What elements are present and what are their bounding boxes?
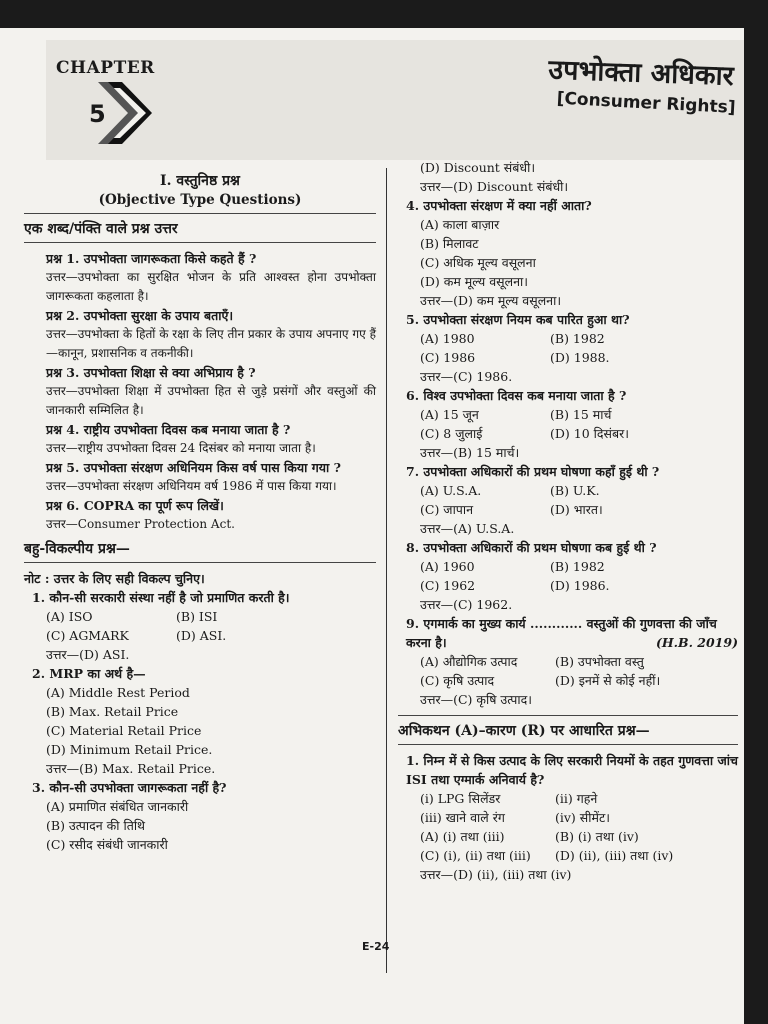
option: (B) Max. Retail Price: [46, 704, 179, 719]
option: (B) 15 मार्च: [550, 407, 612, 422]
question: प्रश्न 6. COPRA का पूर्ण रूप लिखें।: [46, 498, 224, 513]
option: (A) ISO: [46, 609, 93, 624]
mcq-answer: उत्तर—(A) U.S.A.: [420, 521, 515, 536]
option: (B) 1982: [550, 331, 605, 346]
mcq-options: [398, 405, 738, 443]
answer: उत्तर—उपभोक्ता संरक्षण अधिनियम वर्ष 1986 में पास किया गया।: [46, 479, 337, 493]
question: प्रश्न 3. उपभोक्ता शिक्षा से क्या अभिप्राय है ?: [46, 365, 256, 380]
mcq-options: [24, 607, 376, 645]
answer: उत्तर—उपभोक्ता शिक्षा में उपभोक्ता हित से जुड़े प्रसंगों और वस्तुओं की जानकारी सम्मिलित है।: [46, 384, 376, 417]
option: (C) जापान: [420, 502, 474, 517]
mcq-question: 8. उपभोक्ता अधिकारों की प्रथम घोषणा कब हुई थी ?: [406, 540, 657, 555]
mcq-answer: उत्तर—(D) ASI.: [46, 647, 130, 662]
question: प्रश्न 1. उपभोक्ता जागरूकता किसे कहते हैं ?: [46, 251, 257, 266]
option: (D) Minimum Retail Price.: [46, 742, 213, 757]
option: (C) (i), (ii) तथा (iii): [420, 848, 531, 863]
question: प्रश्न 4. राष्ट्रीय उपभोक्ता दिवस कब मनाया जाता है ?: [46, 422, 291, 437]
option: (C) 1986: [420, 350, 476, 365]
option: (D) कम मूल्य वसूलना।: [420, 274, 528, 289]
question: प्रश्न 2. उपभोक्ता सुरक्षा के उपाय बताएँ।: [46, 308, 234, 323]
option: (D) 1988.: [550, 350, 610, 365]
option: (A) (i) तथा (iii): [420, 829, 505, 844]
mcq-question: 3. कौन-सी उपभोक्ता जागरूकता नहीं है?: [32, 780, 227, 795]
answer: उत्तर—उपभोक्ता के हितों के रक्षा के लिए तीन प्रकार के उपाय अपनाए गए हैं—कानून, प्रशासनिक व तकनीकी।: [46, 327, 376, 360]
option: (A) 1980: [420, 331, 475, 346]
divider-line: [398, 715, 738, 716]
mcq-question: [398, 614, 738, 652]
option: (A) Middle Rest Period: [46, 685, 190, 700]
option: (C) अधिक मूल्य वसूलना: [420, 255, 536, 270]
option: (B) (i) तथा (iv): [555, 829, 639, 844]
mcq-options: [24, 797, 376, 854]
mcq-question: 7. उपभोक्ता अधिकारों की प्रथम घोषणा कहाँ हुई थी ?: [406, 464, 660, 479]
ar-items: [398, 789, 738, 827]
mcq-answer: उत्तर—(B) Max. Retail Price.: [46, 761, 216, 776]
option: (A) 15 जून: [420, 407, 479, 422]
right-column: [398, 158, 738, 884]
mcq-note: नोट : उत्तर के लिए सही विकल्प चुनिए।: [24, 571, 205, 586]
mcq-options: [398, 215, 738, 291]
item: (i) LPG सिलेंडर: [420, 791, 501, 806]
option: (D) 1986.: [550, 578, 610, 593]
chapter-number: 5: [89, 100, 106, 128]
option: (C) 8 जुलाई: [420, 426, 483, 441]
mcq-heading: बहु-विकल्पीय प्रश्न—: [24, 541, 130, 557]
option: (D) (ii), (iii) तथा (iv): [555, 848, 674, 863]
item: (ii) गहने: [555, 791, 598, 806]
option: (D) भारत।: [550, 502, 603, 517]
mcq-answer: उत्तर—(C) 1962.: [420, 597, 513, 612]
mcq-question: 5. उपभोक्ता संरक्षण नियम कब पारित हुआ था?: [406, 312, 630, 327]
mcq-options: [398, 557, 738, 595]
option: (A) U.S.A.: [420, 483, 482, 498]
option: (A) औद्योगिक उत्पाद: [420, 654, 518, 669]
option: (C) AGMARK: [46, 628, 129, 643]
mcq-answer: उत्तर—(D) कम मूल्य वसूलना।: [420, 293, 562, 308]
mcq-answer: उत्तर—(B) 15 मार्च।: [420, 445, 520, 460]
divider-line: [24, 213, 376, 214]
option: (B) उत्पादन की तिथि: [46, 818, 146, 833]
option: (D) ASI.: [176, 628, 227, 643]
option: (C) 1962: [420, 578, 476, 593]
page-number: E-24: [362, 940, 390, 953]
section-subtitle: (Objective Type Questions): [98, 192, 302, 208]
mcq-question-text: 9. एगमार्क का मुख्य कार्य ............ वस्तुओं की गुणवत्ता की जाँच करना है।: [406, 616, 717, 650]
ar-question: 1. निम्न में से किस उत्पाद के लिए सरकारी नियमों के तहत गुणवत्ता जांच ISI तथा एग्मार्क अनिवार्य है?: [406, 753, 738, 787]
one-word-heading: एक शब्द/पंक्ति वाले प्रश्न उत्तर: [24, 221, 178, 237]
chapter-title-hindi: उपभोक्ता अधिकार: [547, 54, 734, 92]
assertion-reason-heading: अभिकथन (A)–कारण (R) पर आधारित प्रश्न—: [398, 723, 650, 739]
option: (B) उपभोक्ता वस्तु: [555, 654, 644, 669]
option: (A) प्रमाणित संबंधित जानकारी: [46, 799, 189, 814]
divider-line: [24, 242, 376, 243]
option: (B) U.K.: [550, 483, 600, 498]
option: (D) Discount संबंधी।: [420, 160, 536, 175]
answer: उत्तर—Consumer Protection Act.: [46, 517, 235, 531]
ar-options: [398, 827, 738, 865]
mcq-answer: उत्तर—(C) कृषि उत्पाद।: [420, 692, 532, 707]
option: (D) 10 दिसंबर।: [550, 426, 629, 441]
mcq-answer: उत्तर—(C) 1986.: [420, 369, 513, 384]
mcq-options: [398, 652, 738, 690]
option: (C) कृषि उत्पाद: [420, 673, 495, 688]
source-reference: (H.B. 2019): [655, 635, 738, 650]
mcq-options: [398, 481, 738, 519]
mcq-question: 1. कौन-सी सरकारी संस्था नहीं है जो प्रमाणित करती है।: [32, 590, 290, 605]
ar-answer: उत्तर—(D) (ii), (iii) तथा (iv): [420, 867, 572, 882]
answer: उत्तर—उपभोक्ता का सुरक्षित भोजन के प्रति आश्वस्त होना उपभोक्ता जागरूकता कहलाता है।: [46, 270, 376, 303]
mcq-options: [24, 683, 376, 759]
section-title: I. वस्तुनिष्ठ प्रश्न: [160, 173, 240, 189]
mcq-question: 4. उपभोक्ता संरक्षण में क्या नहीं आता?: [406, 198, 592, 213]
option: (C) Material Retail Price: [46, 723, 202, 738]
mcq-answer: उत्तर—(D) Discount संबंधी।: [420, 179, 569, 194]
item: (iii) खाने वाले रंग: [420, 810, 505, 825]
item: (iv) सीमेंट।: [555, 810, 610, 825]
option: (B) 1982: [550, 559, 605, 574]
option: (B) ISI: [176, 609, 218, 624]
answer: उत्तर—राष्ट्रीय उपभोक्ता दिवस 24 दिसंबर को मनाया जाता है।: [46, 441, 316, 455]
option: (C) रसीद संबंधी जानकारी: [46, 837, 168, 852]
chapter-title-english: [Consumer Rights]: [556, 88, 736, 118]
option: (A) 1960: [420, 559, 475, 574]
question: प्रश्न 5. उपभोक्ता संरक्षण अधिनियम किस वर्ष पास किया गया ?: [46, 460, 341, 475]
option: (B) मिलावट: [420, 236, 479, 251]
book-page: [0, 28, 744, 1024]
left-column: [24, 168, 376, 854]
mcq-options: [398, 329, 738, 367]
mcq-question: 2. MRP का अर्थ है—: [32, 666, 146, 681]
divider-line: [24, 562, 376, 563]
option: (D) इनमें से कोई नहीं।: [555, 673, 661, 688]
chapter-label: CHAPTER: [56, 58, 155, 78]
option: (A) काला बाज़ार: [420, 217, 500, 232]
divider-line: [398, 744, 738, 745]
mcq-question: 6. विश्व उपभोक्ता दिवस कब मनाया जाता है ?: [406, 388, 627, 403]
column-divider: [386, 168, 387, 973]
